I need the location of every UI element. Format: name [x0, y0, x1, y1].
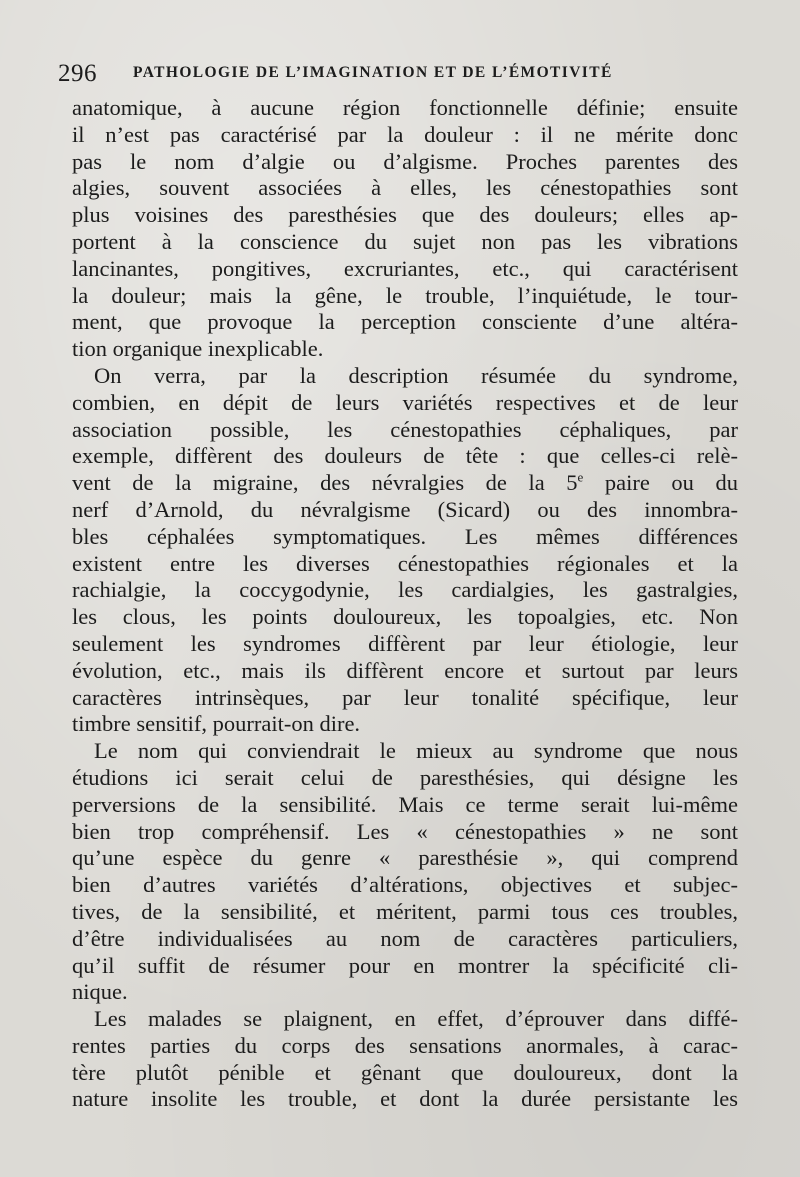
text-line: nique.	[72, 979, 128, 1005]
text-segment: vent de la migraine, des névralgies de la 5	[72, 470, 578, 496]
text-line: pas le nom d’algie ou d’algisme. Proches parentes des	[72, 148, 738, 174]
text-line: évolution, etc., mais ils diffèrent encore et surtout par leurs	[72, 657, 738, 683]
text-segment: paire ou du	[583, 470, 738, 496]
text-line: association possible, les cénestopathies céphaliques, par	[72, 416, 738, 442]
text-line: les clous, les points douloureux, les topoalgies, etc. Non	[72, 604, 738, 630]
text-line: il n’est pas caractérisé par la douleur : il ne mérite donc	[72, 121, 738, 147]
text-line: portent à la conscience du sujet non pas les vibrations	[72, 228, 738, 254]
text-line: Les malades se plaignent, en effet, d’éprouver dans diffé-	[94, 1006, 738, 1032]
text-line: tion organique inexplicable.	[72, 336, 324, 362]
text-line: caractères intrinsèques, par leur tonalité spécifique, leur	[72, 684, 738, 710]
body-text	[72, 95, 738, 1113]
text-line: la douleur; mais la gêne, le trouble, l’inquiétude, le tour-	[72, 282, 738, 308]
text-line: plus voisines des paresthésies que des douleurs; elles ap-	[72, 202, 738, 228]
text-line: perversions de la sensibilité. Mais ce terme serait lui-même	[72, 791, 738, 817]
text-line: nerf d’Arnold, du névralgisme (Sicard) ou des innombra-	[72, 496, 738, 522]
text-line: bles céphalées symptomatiques. Les mêmes différences	[72, 523, 738, 549]
text-line: combien, en dépit de leurs variétés respectives et de leur	[72, 389, 738, 415]
text-line: On verra, par la description résumée du syndrome,	[94, 362, 738, 388]
text-line-with-superscript	[72, 470, 738, 497]
running-title: PATHOLOGIE DE L’IMAGINATION ET DE L’ÉMOTIVITÉ	[133, 64, 613, 81]
page-header	[58, 56, 758, 92]
text-line: d’être individualisées au nom de caractères particuliers,	[72, 925, 738, 951]
text-line: tère plutôt pénible et gênant que douloureux, dont la	[72, 1059, 738, 1085]
text-line: rentes parties du corps des sensations anormales, à carac-	[72, 1032, 738, 1058]
text-line: qu’une espèce du genre « paresthésie », qui comprend	[72, 845, 738, 871]
text-line: bien d’autres variétés d’altérations, objectives et subjec-	[72, 872, 738, 898]
text-line: bien trop compréhensif. Les « cénestopathies » ne sont	[72, 818, 738, 844]
text-line: lancinantes, pongitives, excruriantes, etc., qui caractérisent	[72, 255, 738, 281]
text-line: tives, de la sensibilité, et méritent, parmi tous ces troubles,	[72, 898, 738, 924]
text-line: existent entre les diverses cénestopathies régionales et la	[72, 550, 738, 576]
text-line: nature insolite les trouble, et dont la durée persistante les	[72, 1086, 738, 1112]
text-line: qu’il suffit de résumer pour en montrer la spécificité cli-	[72, 952, 738, 978]
superscript: e	[577, 470, 584, 485]
text-line: anatomique, à aucune région fonctionnelle définie; ensuite	[72, 95, 738, 120]
text-line: exemple, diffèrent des douleurs de tête : que celles-ci relè-	[72, 443, 738, 469]
text-line: Le nom qui conviendrait le mieux au syndrome que nous	[94, 738, 738, 764]
text-line: timbre sensitif, pourrait-on dire.	[72, 711, 361, 737]
text-line: seulement les syndromes diffèrent par leur étiologie, leur	[72, 630, 738, 656]
text-line: ment, que provoque la perception consciente d’une altéra-	[72, 309, 738, 335]
page-number: 296	[58, 60, 97, 87]
text-line: étudions ici serait celui de paresthésies, qui désigne les	[72, 764, 738, 790]
text-line: algies, souvent associées à elles, les cénestopathies sont	[72, 175, 738, 201]
text-line: rachialgie, la coccygodynie, les cardialgies, les gastralgies,	[72, 577, 738, 603]
